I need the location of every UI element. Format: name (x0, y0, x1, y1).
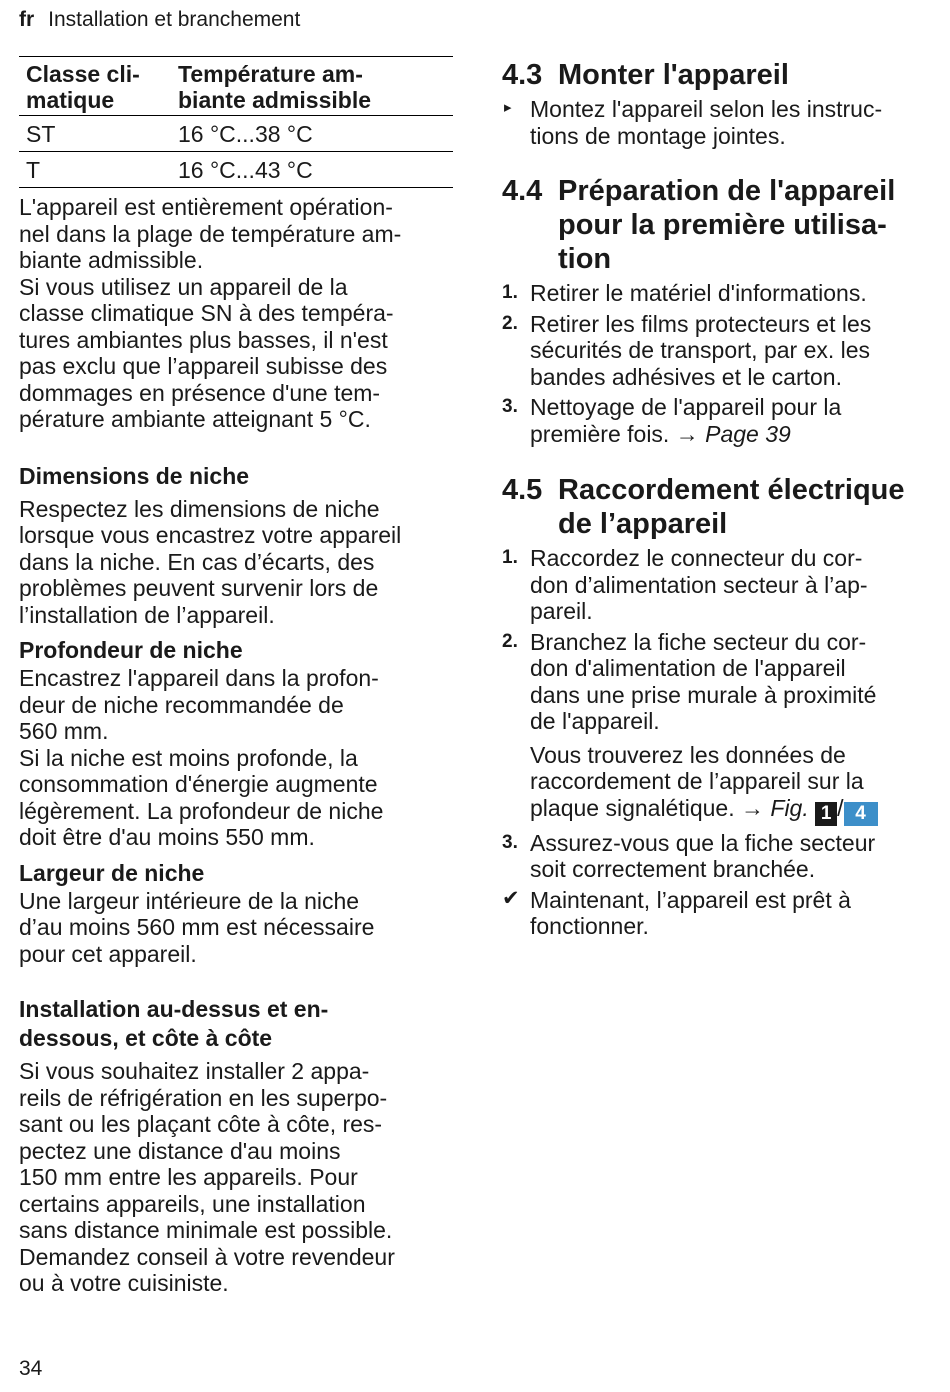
table-cell: T (26, 157, 41, 183)
left-column (19, 56, 453, 1297)
section-title: Monter l'appareil (558, 59, 789, 91)
list-item-note: Vous trouverez les données de raccordement de l’appareil sur la plaque signalétique. → Fig. 1 / 4 (502, 742, 932, 826)
step-number: 2. (502, 312, 518, 334)
table-header-row (19, 57, 453, 116)
step-number: 3. (502, 396, 518, 417)
figure-separator: / (837, 794, 844, 821)
list-item: 3. Nettoyage de l'appareil pour la première fois. → Page 39 (502, 394, 842, 447)
list-item: 2. Retirer les films protecteurs et les sécurités de transport, par ex. les bandes adhésives et le carton. (502, 310, 872, 390)
heading-niche-depth: Profondeur de niche (19, 637, 243, 663)
paragraph-niche-depth-min: Si la niche est moins profonde, la consommation d'énergie augmente légèrement. La profondeur de niche doit être d'au moins 550 mm. (19, 744, 384, 850)
step-number: 3. (502, 831, 518, 853)
step-number: 1. (502, 547, 518, 568)
paragraph-climate-sn: Si vous utilisez un appareil de la classe climatique SN à des tempéra- tures ambiantes plus basses, il n'est pas exclu que l’appareil subisse des dommages en présence d'une tem- pérature ambiante atteignant 5 °C. (19, 273, 394, 432)
table-header-class: Classe cli- matique (26, 61, 140, 113)
list-item: 3. Assurez-vous que la fiche secteur soit correctement branchée. (502, 829, 876, 882)
paragraph-niche-depth: Encastrez l'appareil dans la profon- deur de niche recommandée de 560 mm. (19, 665, 379, 744)
list-item: ▸ Montez l'appareil selon les instruc- tions de montage jointes. (504, 96, 883, 149)
page-header (19, 8, 300, 32)
page-reference-link[interactable]: → Page 39 (675, 420, 791, 447)
heading-niche-dimensions: Dimensions de niche (19, 462, 250, 489)
step-number: 1. (502, 282, 518, 303)
list-item-result: ✔ Maintenant, l’appareil est prêt à fonctionner. (502, 886, 851, 939)
step-number: 2. (502, 630, 518, 652)
heading-niche-width: Largeur de niche (19, 859, 205, 886)
section-number: 4.4 (502, 175, 543, 207)
figure-reference-link[interactable]: → Fig. (741, 794, 809, 821)
section-number: 4.3 (502, 59, 543, 91)
header-title: Installation et branchement (48, 8, 301, 31)
section-title: Préparation de l'appareil pour la première utilisa- tion (558, 175, 896, 275)
section-heading-4-4 (502, 174, 932, 276)
paragraph-niche-width: Une largeur intérieure de la niche d’au moins 560 mm est nécessaire pour cet appareil. (19, 887, 375, 967)
electrical-steps-list (502, 545, 932, 940)
table-cell: ST (26, 121, 56, 147)
page-number: 34 (19, 1357, 43, 1380)
paragraph-niche-dimensions: Respectez les dimensions de niche lorsque vous encastrez votre appareil dans la niche. En cas d’écarts, des problèmes peuvent survenir lors de l’installation de l’appareil. (19, 495, 402, 628)
section-title: Raccordement électrique de l’appareil (558, 474, 905, 540)
figure-4-badge: 4 (844, 802, 878, 826)
paragraph-operational: L'appareil est entièrement opération- nel dans la plage de température am- biante admissible. (19, 194, 402, 273)
section-heading-4-3 (502, 58, 932, 92)
list-item (502, 280, 932, 307)
table-header-temperature: Température am- biante admissible (178, 61, 372, 113)
right-column (502, 56, 932, 940)
table-cell: 16 °C...38 °C (178, 121, 313, 147)
list-item: 2. Branchez la fiche secteur du cor- don d'alimentation de l'appareil dans une prise murale à proximité de l'appareil. (502, 628, 877, 734)
triangle-bullet-icon: ▸ (504, 99, 512, 116)
section-number: 4.5 (502, 474, 543, 506)
step-text: Retirer le matériel d'informations. (530, 280, 867, 306)
heading-installation-stacked: Installation au-dessus et en- dessous, et côte à côte (19, 996, 329, 1051)
table-cell: 16 °C...43 °C (178, 157, 313, 183)
climate-class-table (19, 56, 453, 188)
section-heading-4-5 (502, 473, 932, 541)
figure-1-badge: 1 (815, 802, 837, 826)
table-row (19, 152, 453, 188)
preparation-steps-list (502, 280, 932, 447)
mount-instructions-list (502, 96, 932, 149)
language-code: fr (19, 8, 35, 31)
checkmark-icon: ✔ (502, 886, 520, 910)
paragraph-installation-stacked: Si vous souhaitez installer 2 appa- reils de réfrigération en les superpo- sant ou les plaçant côte à côte, res- pectez une distance d'au moins 150 mm entre les appareils. Pour certains appareils, une installation sans distance minimale est possible. Demandez conseil à votre revendeur ou à votre cuisiniste. (19, 1058, 395, 1296)
list-item: 1. Raccordez le connecteur du cor- don d’alimentation secteur à l’ap- pareil. (502, 545, 868, 624)
table-row (19, 116, 453, 152)
